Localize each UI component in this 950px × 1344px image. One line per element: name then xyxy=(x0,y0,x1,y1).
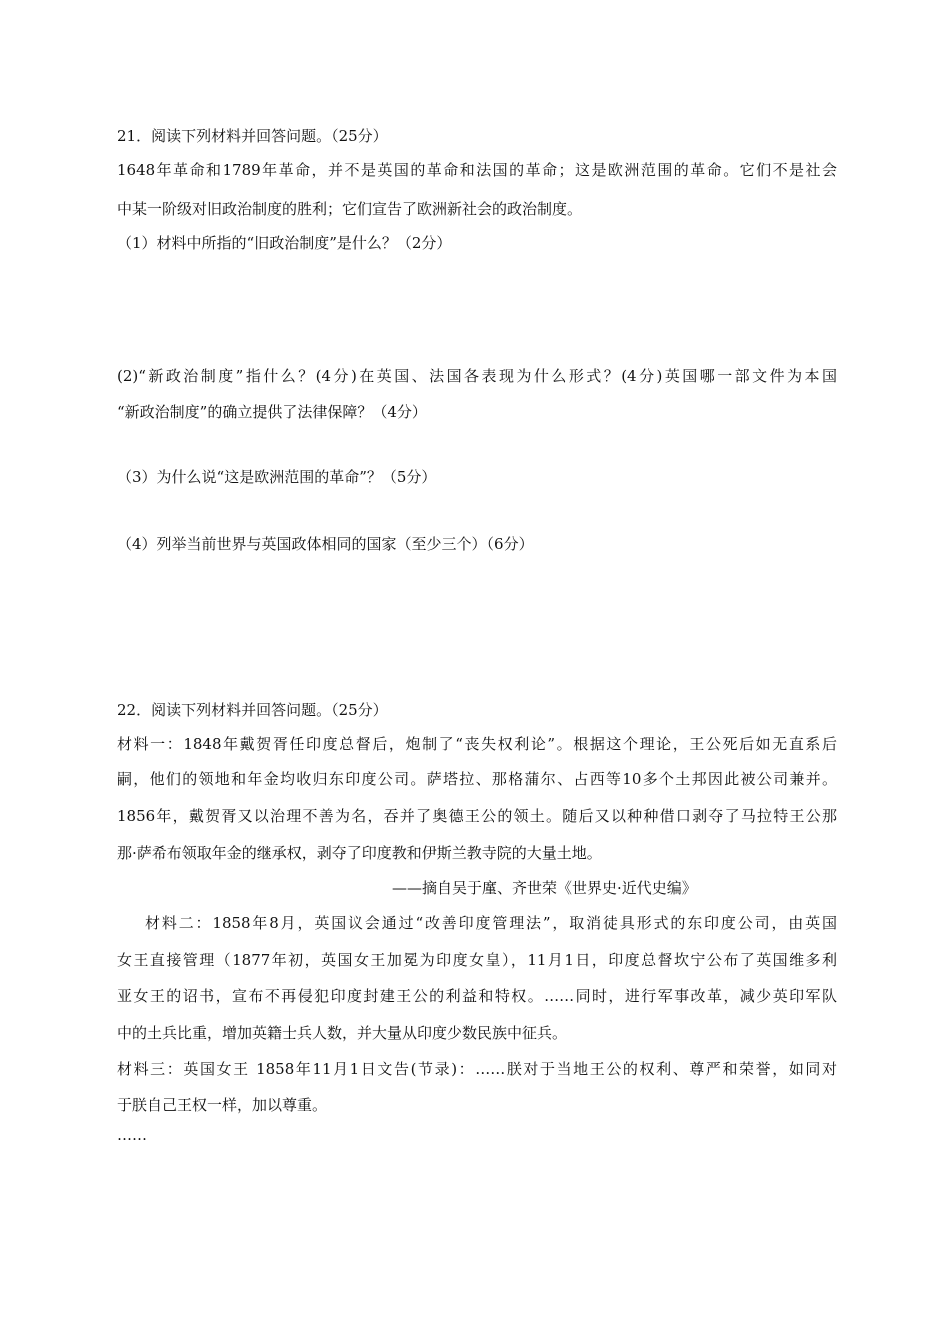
q21-material-line: 中某一阶级对旧政治制度的胜利；它们宣告了欧洲新社会的政治制度。 xyxy=(117,200,583,218)
q22-material-1-line: 那·萨希布领取年金的继承权，剥夺了印度教和伊斯兰教寺院的大量土地。 xyxy=(117,844,602,862)
q22-material-1-source: ——摘自吴于廑、齐世荣《世界史·近代史编》 xyxy=(392,879,697,897)
q22-ellipsis: …… xyxy=(117,1126,147,1144)
q22-material-3-line: 于朕自己王权一样，加以尊重。 xyxy=(117,1096,328,1114)
q21-subquestion-4: （4）列举当前世界与英国政体相同的国家（至少三个）（6分） xyxy=(117,535,534,553)
q22-material-3-line: 材料三：英国女王 1858年11月1日文告(节录)：……朕对于当地王公的权利、尊严和荣誉，如同对 xyxy=(117,1060,837,1078)
q22-material-2-line: 女王直接管理（1877年初，英国女王加冕为印度女皇），11月1日，印度总督坎宁公布了英国维多利 xyxy=(117,951,837,969)
q22-material-2-line: 材料二：1858年8月，英国议会通过“改善印度管理法”，取消徒具形式的东印度公司，由英国 xyxy=(145,914,837,932)
q22-material-1-line: 材料一：1848年戴贺胥任印度总督后，炮制了“丧失权利论”。根据这个理论，王公死后如无直系后 xyxy=(117,735,837,753)
q21-subquestion-2-cont: “新政治制度”的确立提供了法律保障？（4分） xyxy=(117,403,427,421)
q21-subquestion-1: （1）材料中所指的“旧政治制度”是什么？（2分） xyxy=(117,234,452,252)
q22-material-1-line: 1856年，戴贺胥又以治理不善为名，吞并了奥德王公的领土。随后又以种种借口剥夺了马拉特王公那 xyxy=(117,807,837,825)
q21-header: 21．阅读下列材料并回答问题。（25分） xyxy=(117,127,388,145)
q22-material-2-line: 中的土兵比重，增加英籍士兵人数，并大量从印度少数民族中征兵。 xyxy=(117,1024,568,1042)
q21-subquestion-3: （3）为什么说“这是欧洲范围的革命”？（5分） xyxy=(117,468,437,486)
q21-material-line: 1648年革命和1789年革命，并不是英国的革命和法国的革命；这是欧洲范围的革命。它们不是社会 xyxy=(117,161,837,179)
q22-material-1-line: 嗣，他们的领地和年金均收归东印度公司。萨塔拉、那格蒲尔、占西等10多个土邦因此被公司兼并。 xyxy=(117,770,837,788)
q22-header: 22．阅读下列材料并回答问题。（25分） xyxy=(117,701,388,719)
q22-material-2-line: 亚女王的诏书，宣布不再侵犯印度封建王公的利益和特权。……同时，进行军事改革，减少英印军队 xyxy=(117,987,837,1005)
q21-subquestion-2: (2)“新政治制度”指什么？(4分)在英国、法国各表现为什么形式？(4分)英国哪一部文件为本国 xyxy=(117,367,837,385)
